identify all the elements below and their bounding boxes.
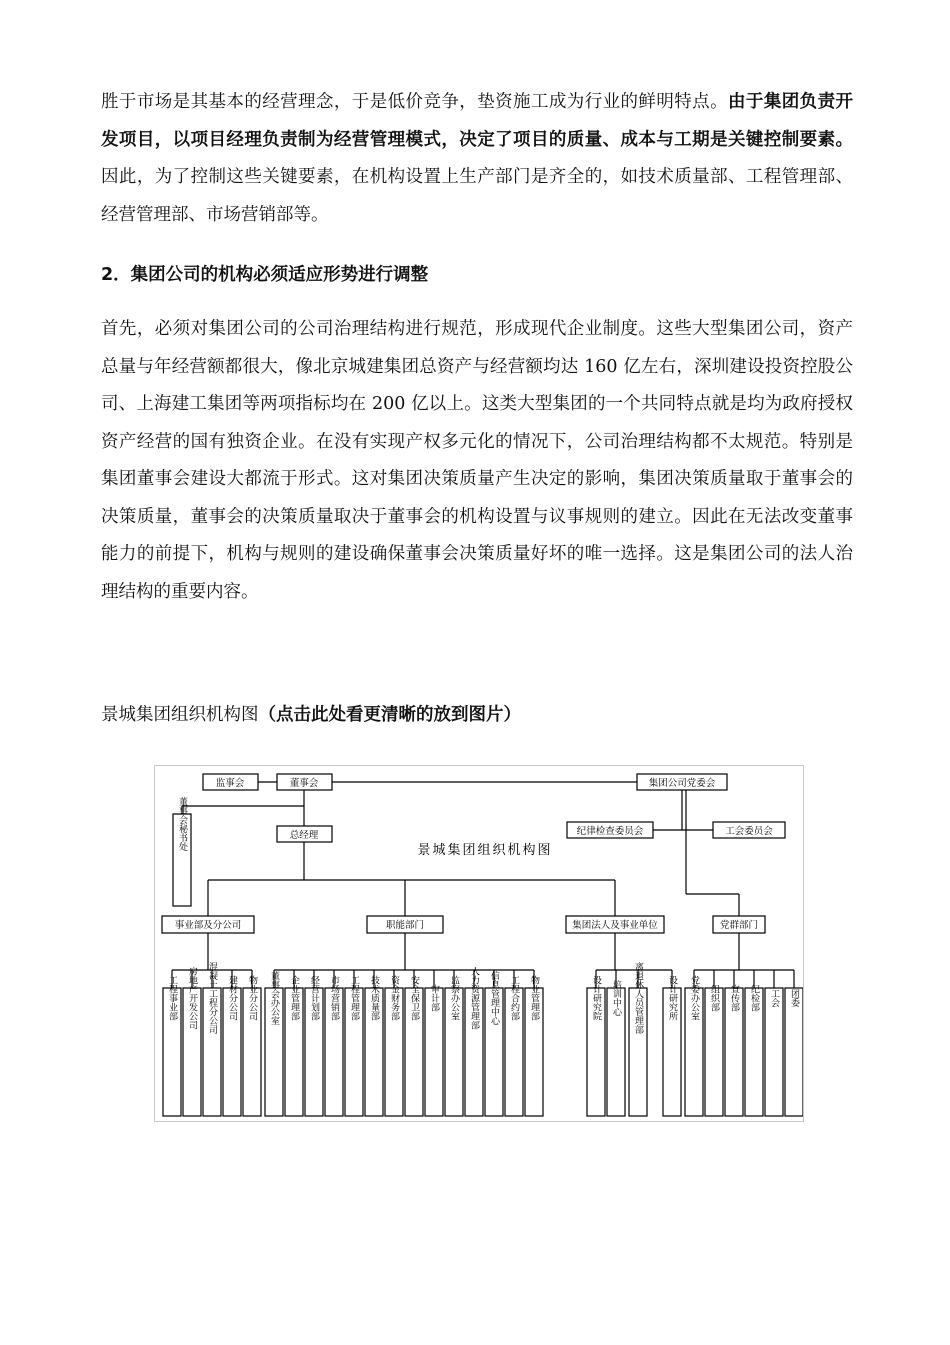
department-label: 组织部 <box>709 984 719 1012</box>
department-label: 房地产开发公司 <box>187 966 197 1030</box>
department-label: 建材分公司 <box>227 975 237 1021</box>
org-top-structure <box>173 774 785 916</box>
party-committee-label: 集团公司党委会 <box>648 778 716 789</box>
department-label: 物业管理部 <box>529 975 539 1021</box>
department-box <box>785 988 803 1116</box>
department-label: 安全保卫部 <box>409 975 419 1021</box>
org-chart-title: 景城集团组织机构图 <box>417 843 553 858</box>
department-box <box>765 988 783 1116</box>
org-branches <box>162 916 803 1116</box>
department-label: 人力资源管理部 <box>469 966 479 1030</box>
supervisory-label: 监事会 <box>215 778 245 789</box>
enlarge-image-link[interactable]: （点击此处看更清晰的放到图片） <box>258 705 521 725</box>
branch-label: 职能部门 <box>385 920 425 931</box>
department-label: 资金财务部 <box>389 975 399 1021</box>
board-label: 董事会 <box>289 778 319 789</box>
department-label: 监察办公室 <box>449 975 459 1021</box>
department-label: 企业管理部 <box>289 975 299 1021</box>
department-label: 工会 <box>769 989 779 1007</box>
department-label: 培训中心 <box>611 980 621 1016</box>
branch-label: 集团法人及事业单位 <box>572 920 658 931</box>
paragraph-2: 首先，必须对集团公司的公司治理结构进行规范，形成现代企业制度。这些大型集团公司，资产总量与年经营额都很大，像北京城建集团总资产与经营额均达 160 亿左右，深圳建设投资控股公司、上海建工集团等两项指标均在 200 亿以上。这类大型集团的一个共同特点就是均为政府授权资产经营的国有独资企业。在没有实现产权多元化的情况下，公司治理结构都不太规范。特别是集团董事会建设大都流于形式。这对集团决策质量产生决定的影响，集团决策质量取于董事会的决策质量，董事会的决策质量取决于董事会的机构设置与议事规则的建立。因此在无法改变董事能力的前提下，机构与规则的建设确保董事会决策质量好坏的唯一选择。这是集团公司的法人治理结构的重要内容。 <box>101 319 853 602</box>
department-label: 工程事业部 <box>167 975 177 1021</box>
board-office-label: 董事会秘书处 <box>177 797 187 851</box>
union-committee-label: 工会委员会 <box>725 826 773 837</box>
department-label: 物业分公司 <box>247 975 257 1021</box>
gm-label: 总经理 <box>289 830 319 841</box>
department-label: 党委办公室 <box>689 975 699 1021</box>
department-label: 信息管理中心 <box>489 971 499 1025</box>
org-chart-svg <box>155 766 803 1121</box>
caption-prefix: 景城集团组织机构图 <box>101 705 259 725</box>
paragraph-1-bold-text: 由于集团负责开发项目，以项目经理负责制为经营管理模式，决定了项目的质量、成本与工期是关键控制要素。 <box>101 92 854 150</box>
department-label: 审计部 <box>429 984 439 1012</box>
department-label: 离退休人员管理部 <box>633 962 643 1034</box>
department-label: 团委 <box>789 989 799 1007</box>
department-label: 纪检部 <box>749 984 759 1012</box>
org-chart-image[interactable] <box>154 765 804 1122</box>
section-heading: 2．集团公司的机构必须适应形势进行调整 <box>101 265 429 285</box>
department-label: 宣传部 <box>729 984 739 1012</box>
paragraph-1-text-b: 因此，为了控制这些关键要素，在机构设置上生产部门是齐全的，如技术质量部、工程管理部、经营管理部、市场营销部等。 <box>101 167 853 225</box>
figure-caption <box>101 697 521 734</box>
paragraph-1 <box>101 84 853 234</box>
department-label: 设计研究院 <box>591 975 601 1021</box>
department-label: 设计研究所 <box>667 975 677 1021</box>
department-label: 市场营销部 <box>329 975 339 1021</box>
paragraph-1-text-a: 胜于市场是其基本的经营理念，于是低价竞争，垫资施工成为行业的鲜明特点。 <box>101 92 729 112</box>
department-label: 工程合约部 <box>509 975 519 1021</box>
department-label: 技术质量部 <box>369 975 379 1021</box>
discipline-label: 纪律检查委员会 <box>576 826 644 837</box>
branch-label: 事业部及分公司 <box>174 920 242 931</box>
branch-label: 党群部门 <box>719 920 759 931</box>
department-label: 工程管理部 <box>349 975 359 1021</box>
department-label: 经营计划部 <box>309 975 319 1021</box>
department-label: 董事会办公室 <box>269 971 279 1025</box>
department-label: 混凝土工程分公司 <box>207 962 217 1034</box>
